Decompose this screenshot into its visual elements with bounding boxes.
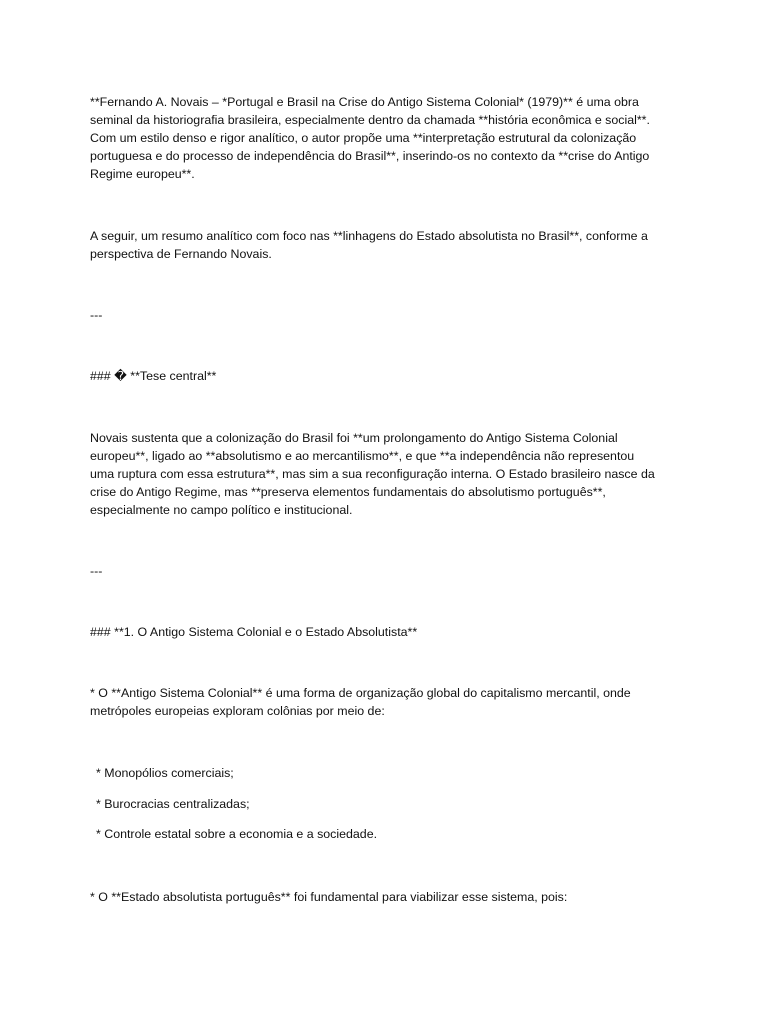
text-line: crise do Antigo Regime, mas **preserva elementos fundamentais do absolutismo português**,: [90, 485, 606, 499]
text-line: Regime europeu**.: [90, 167, 195, 181]
text-line: seminal da historiografia brasileira, especialmente dentro da chamada **história econômica e social**.: [90, 113, 650, 127]
sub-bullet: * Burocracias centralizadas;: [96, 797, 250, 811]
separator: ---: [90, 308, 103, 322]
text-line: portuguesa e do processo de independência do Brasil**, inserindo-os no contexto da **crise do Antigo: [90, 149, 650, 163]
text-line: especialmente no campo político e institucional.: [90, 503, 353, 517]
text-line: perspectiva de Fernando Novais.: [90, 247, 272, 261]
intro-paragraph: [90, 93, 680, 183]
heading-section-1: ### **1. O Antigo Sistema Colonial e o Estado Absolutista**: [90, 625, 418, 639]
text-line: * O **Antigo Sistema Colonial** é uma forma de organização global do capitalismo mercantil, onde: [90, 686, 631, 700]
sub-bullet: * Controle estatal sobre a economia e a sociedade.: [96, 827, 378, 841]
text-line: europeu**, ligado ao **absolutismo e ao mercantilismo**, e que **a independência não representou: [90, 449, 635, 463]
text-line: A seguir, um resumo analítico com foco nas **linhagens do Estado absolutista no Brasil**, conforme a: [90, 229, 648, 243]
text-line: metrópoles europeias exploram colônias por meio de:: [90, 704, 385, 718]
thesis-paragraph: [90, 429, 680, 519]
text-line: Com um estilo denso e rigor analítico, o autor propõe uma **interpretação estrutural da colonização: [90, 131, 637, 145]
summary-intro-paragraph: [90, 227, 680, 263]
heading-thesis: ### � **Tese central**: [90, 369, 217, 383]
sub-bullet: * Monopólios comerciais;: [96, 766, 234, 780]
text-line: **Fernando A. Novais – *Portugal e Brasil na Crise do Antigo Sistema Colonial* (1979)** é uma obra: [90, 95, 639, 109]
text-line: Novais sustenta que a colonização do Brasil foi **um prolongamento do Antigo Sistema Colonial: [90, 431, 618, 445]
text-line: uma ruptura com essa estrutura**, mas sim a sua reconfiguração interna. O Estado brasileiro nasce da: [90, 467, 655, 481]
bullet-colonial-system: [90, 684, 680, 720]
separator: ---: [90, 564, 103, 578]
bullet-absolutist-state: * O **Estado absolutista português** foi fundamental para viabilizar esse sistema, pois:: [90, 890, 568, 904]
